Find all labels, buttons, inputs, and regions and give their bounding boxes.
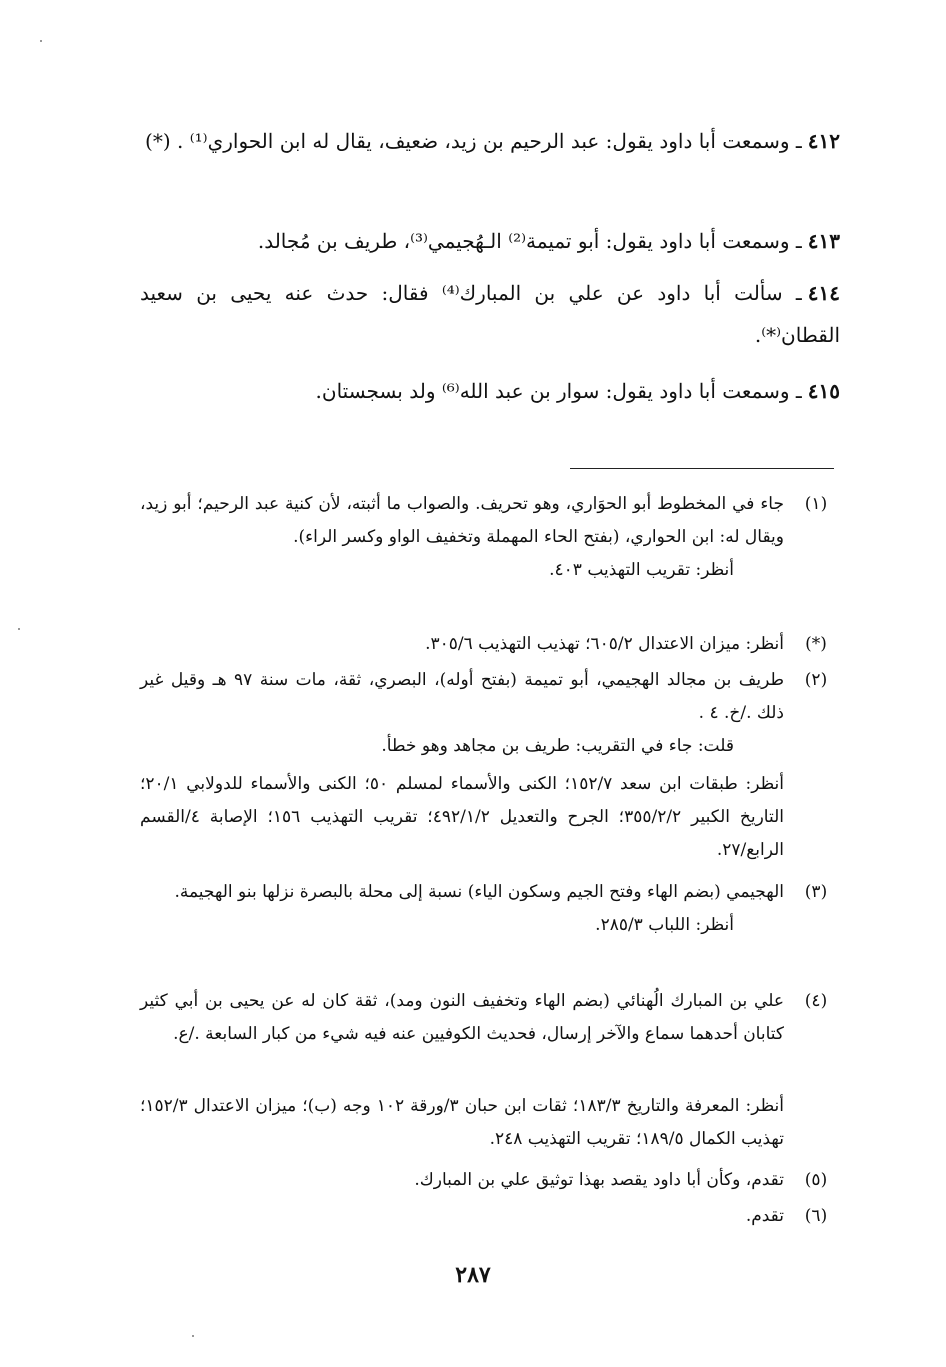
footnote-text: طريف بن مجالد الهجيمي، أبو تميمة (بفتح أوله)، البصري، ثقة، مات سنة ٩٧ هـ وقيل غير ذلك ./خ. ٤ . (140, 670, 785, 723)
entry-412 (140, 120, 840, 162)
entry-number: ٤١٥ (807, 379, 840, 403)
entry-number: ٤١٤ (807, 281, 840, 305)
footnote-3 (140, 876, 834, 942)
footnote-text: جاء في المخطوط أبو الحوَاري، وهو تحريف. والصواب ما أثبته، لأن كنية عبد الرحيم؛ أبو زيد، ويقال له: ابن الحواري، (بفتح الحاء المهملة وتخفيف الواو وكسر الراء). (140, 494, 784, 547)
footnote-text: أنظر: ميزان الاعتدال ٦٠٥/٢؛ تهذيب التهذيب ٣٠٥/٦. (425, 634, 784, 654)
scan-speck (40, 40, 42, 42)
footnote-marker: (٥) (804, 1170, 828, 1190)
footnote-marker: (٦) (804, 1206, 828, 1226)
entry-text: ـ سألت أبا داود عن علي بن المبارك⁽⁴⁾ فقال: حدث عنه يحيى بن سعيد القطان⁽*⁾. (140, 281, 840, 347)
entry-number: ٤١٢ (807, 129, 840, 153)
footnote-2 (140, 664, 834, 763)
footnote-reference: أنظر: اللباب ٢٨٥/٣. (595, 915, 734, 935)
footnote-separator (570, 468, 834, 469)
footnote-marker: (٣) (804, 882, 828, 902)
footnote-1 (140, 488, 834, 587)
footnote-6 (140, 1200, 834, 1233)
footnote-text: الهجيمي (بضم الهاء وفتح الجيم وسكون الياء) نسبة إلى محلة بالبصرة نزلها بنو الهجيمة. (174, 882, 784, 902)
footnote-4 (140, 985, 834, 1051)
footnote-marker: (١) (804, 494, 828, 514)
entry-414 (140, 272, 840, 356)
entry-text: ـ وسمعت أبا داود يقول: عبد الرحيم بن زيد، ضعيف، يقال له ابن الحواري⁽¹⁾ . (*) (145, 129, 802, 153)
entry-413 (140, 220, 840, 262)
footnote-2-references (140, 768, 834, 867)
footnote-4-references (140, 1090, 834, 1156)
footnote-note: قلت: جاء في التقريب: طريف بن مجاهد وهو خطأ. (381, 736, 734, 756)
footnote-text: أنظر: طبقات ابن سعد ١٥٢/٧؛ الكنى والأسماء لمسلم ٥٠؛ الكنى والأسماء للدولابي ٢٠/١؛ التاريخ الكبير ٣٥٥/٢/٢؛ الجرح والتعديل ٤٩٢/١/٢؛ تقريب التهذيب ١٥٦؛ الإصابة ٤/القسم الرابع/٢٧. (140, 774, 785, 860)
footnote-text: علي بن المبارك الُهنائي (بضم الهاء وتخفيف النون ومد)، ثقة كان له عن يحيى بن أبي كثير كتابان أحدهما سماع والآخر إرسال، فحديث الكوفيين عنه فيه شيء من كبار السابعة ./ع. (140, 991, 784, 1044)
entry-text: ـ وسمعت أبا داود يقول: سوار بن عبد الله⁽⁶⁾ ولد بسجستان. (315, 379, 802, 403)
footnote-reference: أنظر: تقريب التهذيب ٤٠٣. (549, 560, 734, 580)
footnote-5 (140, 1164, 834, 1197)
entry-415 (140, 370, 840, 412)
page-number: ٢٨٧ (455, 1262, 491, 1288)
footnote-marker: (*) (805, 634, 827, 654)
scan-speck (18, 628, 20, 630)
footnote-text: تقدم، وكأن أبا داود يقصد بهذا توثيق علي بن المبارك. (414, 1170, 784, 1190)
entry-number: ٤١٣ (807, 229, 840, 253)
entry-text: ـ وسمعت أبا داود يقول: أبو تميمة⁽²⁾ الـهُجيمي⁽³⁾، طريف بن مُجالد. (257, 229, 802, 253)
footnote-star (140, 628, 834, 661)
footnote-marker: (٢) (804, 670, 828, 690)
footnote-marker: (٤) (804, 991, 828, 1011)
scan-speck (192, 1335, 194, 1337)
footnote-text: تقدم. (745, 1206, 784, 1226)
footnote-text: أنظر: المعرفة والتاريخ ١٨٣/٣؛ ثقات ابن حبان ٣/ورقة ١٠٢ وجه (ب)؛ ميزان الاعتدال ١٥٢/٣؛ تهذيب الكمال ١٨٩/٥؛ تقريب التهذيب ٢٤٨. (140, 1096, 785, 1149)
